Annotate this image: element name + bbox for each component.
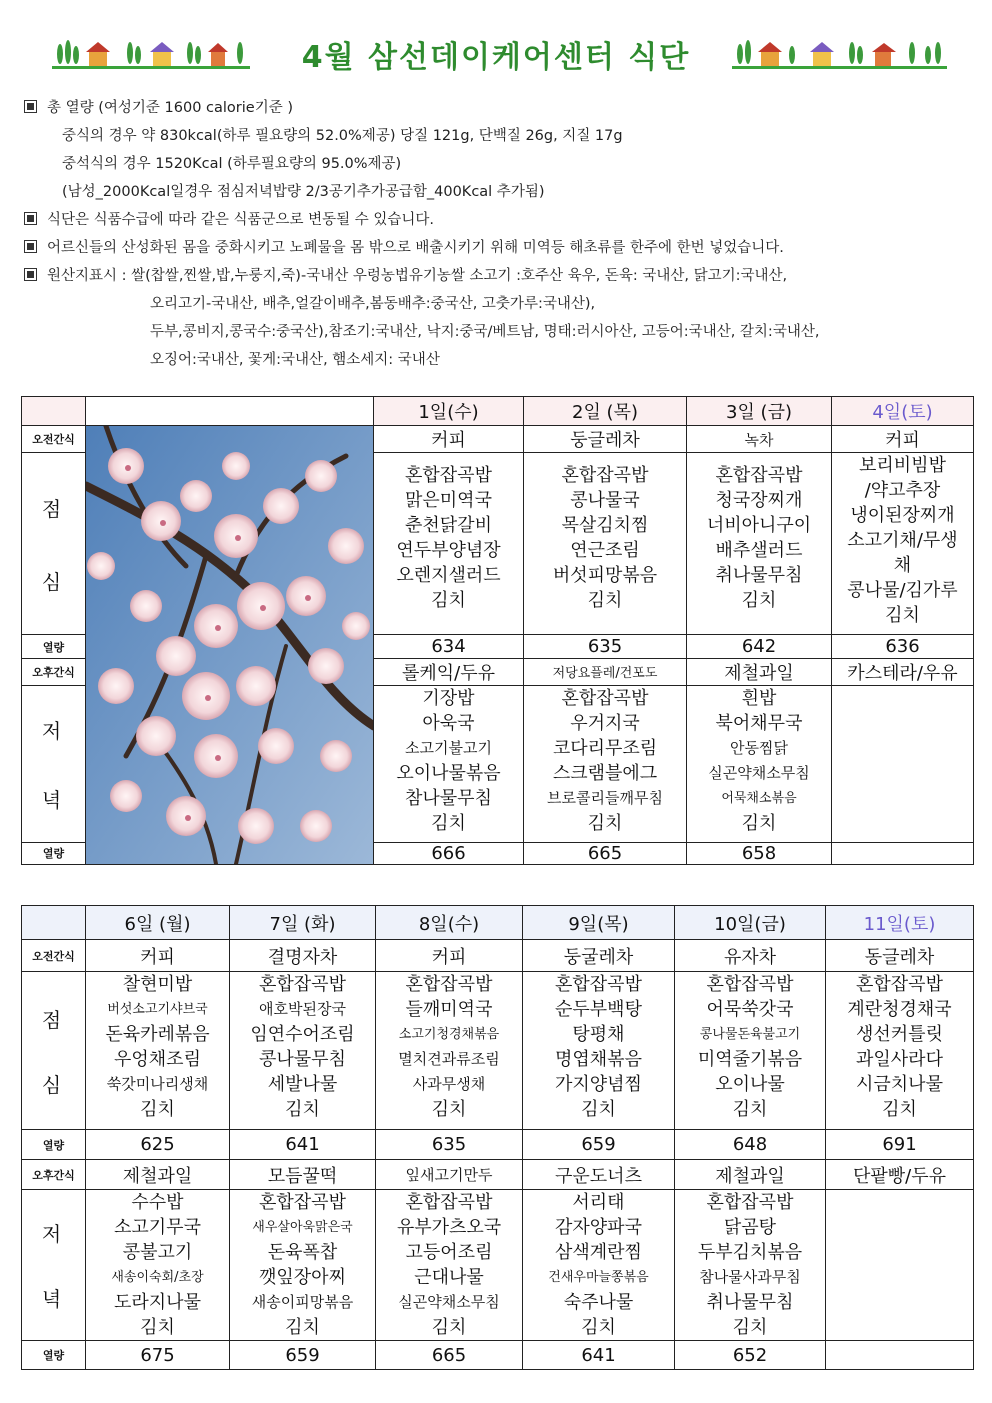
row-label-dinner: 저 녁 xyxy=(22,686,86,842)
day-header: 9일(목) xyxy=(523,906,675,940)
kcal-cell: 659 xyxy=(230,1341,376,1370)
checkbox-square-icon xyxy=(24,100,37,113)
pm-snack-cell: 제철과일 xyxy=(675,1160,826,1190)
lunch-kcal-row xyxy=(22,1130,974,1160)
note-line: 중석식의 경우 1520Kcal (하루필요량의 95.0%제공) xyxy=(62,156,402,172)
pm-snack-cell: 단팥빵/두유 xyxy=(826,1160,974,1190)
dinner-cell: 혼합잡곡밥 유부가츠오국 고등어조림 근대나물 실곤약채소무침 김치 xyxy=(376,1190,523,1341)
page-title: 4월 삼선데이케어센터 식단 xyxy=(301,40,691,75)
kcal-cell: 665 xyxy=(524,842,687,864)
lunch-cell: 혼합잡곡밥 들깨미역국 소고기청경채볶음 멸치견과류조림 사과무생채 김치 xyxy=(376,972,523,1130)
kcal-cell: 642 xyxy=(687,635,832,658)
day-header-saturday: 4일(토) xyxy=(832,397,974,426)
dinner-cell: 혼합잡곡밥 새우살아욱맑은국 돈육폭찹 깻잎장아찌 새송이피망볶음 김치 xyxy=(230,1190,376,1341)
kcal-cell: 641 xyxy=(523,1341,675,1370)
village-decoration-right-icon xyxy=(732,38,947,70)
day-header-row xyxy=(22,906,974,940)
dinner-cell: 기장밥 아욱국 소고기불고기 오이나물볶음 참나물무침 김치 xyxy=(374,686,524,842)
row-label-kcal: 열량 xyxy=(22,1341,86,1370)
row-label-am-snack: 오전간식 xyxy=(22,940,86,972)
menu-table-week2 xyxy=(21,905,974,1370)
dinner-cell-empty xyxy=(826,1190,974,1341)
pm-snack-row xyxy=(22,1160,974,1190)
kcal-cell: 635 xyxy=(376,1130,523,1160)
am-snack-cell: 커피 xyxy=(86,940,230,972)
note-line: 식단은 식품수급에 따라 같은 식품군으로 변동될 수 있습니다. xyxy=(24,206,974,234)
kcal-cell: 675 xyxy=(86,1341,230,1370)
day-header: 10일(금) xyxy=(675,906,826,940)
dinner-cell: 흰밥 북어채무국 안동찜닭 실곤약채소무침 어묵채소볶음 김치 xyxy=(687,686,832,842)
am-snack-row xyxy=(22,426,974,453)
lunch-cell: 보리비빔밥 /약고추장 냉이된장찌개 소고기채/무생 채 콩나물/김가루 김치 xyxy=(832,453,974,635)
row-label-kcal: 열량 xyxy=(22,1130,86,1160)
row-label-lunch: 점 심 xyxy=(22,972,86,1130)
dinner-cell: 혼합잡곡밥 우거지국 코다리무조림 스크램블에그 브로콜리들깨무침 김치 xyxy=(524,686,687,842)
kcal-cell: 658 xyxy=(687,842,832,864)
note-line: (남성_2000Kcal일경우 점심저녁밥량 2/3공기추가공급함_400Kcal 추가됨) xyxy=(62,184,545,200)
day-header: 8일(수) xyxy=(376,906,523,940)
empty-cell xyxy=(86,397,374,426)
lunch-cell: 혼합잡곡밥 어묵쑥갓국 콩나물돈육불고기 미역줄기볶음 오이나물 김치 xyxy=(675,972,826,1130)
note-line: 어르신들의 산성화된 몸을 중화시키고 노폐물을 몸 밖으로 배출시키기 위해 미역등 해초류를 한주에 한번 넣었습니다. xyxy=(24,234,974,262)
kcal-cell: 659 xyxy=(523,1130,675,1160)
pm-snack-cell: 잎새고기만두 xyxy=(376,1160,523,1190)
am-snack-row xyxy=(22,940,974,972)
kcal-cell: 691 xyxy=(826,1130,974,1160)
notes-section xyxy=(24,94,974,374)
note-line: 중식의 경우 약 830kcal(하루 필요량의 52.0%제공) 당질 121g, 단백질 26g, 지질 17g xyxy=(62,128,623,144)
day-header-saturday: 11일(토) xyxy=(826,906,974,940)
kcal-cell: 635 xyxy=(524,635,687,658)
dinner-kcal-row xyxy=(22,1341,974,1370)
row-label-kcal: 열량 xyxy=(22,635,86,658)
pm-snack-cell: 제철과일 xyxy=(687,658,832,685)
kcal-cell: 648 xyxy=(675,1130,826,1160)
title-row xyxy=(0,30,992,76)
lunch-cell: 찰현미밥 버섯소고기샤브국 돈육카레볶음 우엉채조림 쑥갓미나리생채 김치 xyxy=(86,972,230,1130)
dinner-row xyxy=(22,1190,974,1341)
kcal-cell xyxy=(832,842,974,864)
pm-snack-cell: 모듬꿀떡 xyxy=(230,1160,376,1190)
kcal-cell xyxy=(826,1341,974,1370)
note-line: 총 열량 (여성기준 1600 calorie기준 ) xyxy=(24,94,974,122)
checkbox-square-icon xyxy=(24,212,37,225)
am-snack-cell: 녹차 xyxy=(687,426,832,453)
dinner-cell: 혼합잡곡밥 닭곰탕 두부김치볶음 참나물사과무침 취나물무침 김치 xyxy=(675,1190,826,1341)
am-snack-cell: 커피 xyxy=(374,426,524,453)
am-snack-cell: 커피 xyxy=(376,940,523,972)
row-label-lunch: 점 심 xyxy=(22,453,86,635)
am-snack-cell: 둥글레차 xyxy=(524,426,687,453)
lunch-cell: 혼합잡곡밥 애호박된장국 임연수어조림 콩나물무침 세발나물 김치 xyxy=(230,972,376,1130)
kcal-cell: 665 xyxy=(376,1341,523,1370)
checkbox-square-icon xyxy=(24,240,37,253)
empty-cell xyxy=(22,397,86,426)
row-label-kcal: 열량 xyxy=(22,842,86,864)
am-snack-cell: 커피 xyxy=(832,426,974,453)
pm-snack-cell: 저당요플레/건포도 xyxy=(524,658,687,685)
kcal-cell: 666 xyxy=(374,842,524,864)
day-header: 2일 (목) xyxy=(524,397,687,426)
kcal-cell: 641 xyxy=(230,1130,376,1160)
menu-table-week1 xyxy=(21,396,974,865)
kcal-cell: 625 xyxy=(86,1130,230,1160)
note-line: 오징어:국내산, 꽃게:국내산, 햄소세지: 국내산 xyxy=(150,352,440,368)
am-snack-cell: 결명자차 xyxy=(230,940,376,972)
day-header: 7일 (화) xyxy=(230,906,376,940)
cherry-blossom-photo xyxy=(86,426,374,865)
note-line: 오리고기-국내산, 배추,얼갈이배추,봄동배추:중국산, 고춧가루:국내산), xyxy=(150,296,596,312)
lunch-cell: 혼합잡곡밥 순두부백탕 탕평채 명엽채볶음 가지양념찜 김치 xyxy=(523,972,675,1130)
day-header: 6일 (월) xyxy=(86,906,230,940)
row-label-pm-snack: 오후간식 xyxy=(22,1160,86,1190)
dinner-cell: 수수밥 소고기무국 콩불고기 새송이숙회/초장 도라지나물 김치 xyxy=(86,1190,230,1341)
pm-snack-cell: 롤케익/두유 xyxy=(374,658,524,685)
row-label-am-snack: 오전간식 xyxy=(22,426,86,453)
dinner-cell: 서리태 감자양파국 삼색계란찜 건새우마늘쫑볶음 숙주나물 김치 xyxy=(523,1190,675,1341)
pm-snack-cell: 제철과일 xyxy=(86,1160,230,1190)
lunch-cell: 혼합잡곡밥 계란청경채국 생선커틀릿 과일사라다 시금치나물 김치 xyxy=(826,972,974,1130)
dinner-cell-empty xyxy=(832,686,974,842)
pm-snack-cell: 구운도너츠 xyxy=(523,1160,675,1190)
kcal-cell: 636 xyxy=(832,635,974,658)
lunch-row xyxy=(22,972,974,1130)
row-label-dinner: 저 녁 xyxy=(22,1190,86,1341)
kcal-cell: 634 xyxy=(374,635,524,658)
note-line: 원산지표시 : 쌀(찹쌀,찐쌀,밥,누룽지,죽)-국내산 우렁농법유기농쌀 소고기 :호주산 육우, 돈육: 국내산, 닭고기:국내산, xyxy=(24,262,974,290)
checkbox-square-icon xyxy=(24,268,37,281)
day-header-row xyxy=(22,397,974,426)
day-header: 1일(수) xyxy=(374,397,524,426)
lunch-cell: 혼합잡곡밥 맑은미역국 춘천닭갈비 연두부양념장 오렌지샐러드 김치 xyxy=(374,453,524,635)
lunch-cell: 혼합잡곡밥 청국장찌개 너비아니구이 배추샐러드 취나물무침 김치 xyxy=(687,453,832,635)
day-header: 3일 (금) xyxy=(687,397,832,426)
am-snack-cell: 유자차 xyxy=(675,940,826,972)
pm-snack-cell: 카스테라/우유 xyxy=(832,658,974,685)
am-snack-cell: 동글레차 xyxy=(826,940,974,972)
kcal-cell: 652 xyxy=(675,1341,826,1370)
empty-cell xyxy=(22,906,86,940)
lunch-cell: 혼합잡곡밥 콩나물국 목살김치찜 연근조림 버섯피망볶음 김치 xyxy=(524,453,687,635)
am-snack-cell: 둥굴레차 xyxy=(523,940,675,972)
row-label-pm-snack: 오후간식 xyxy=(22,658,86,685)
note-line: 두부,콩비지,콩국수:중국산),참조기:국내산, 낙지:중국/베트남, 명태:러시아산, 고등어:국내산, 갈치:국내산, xyxy=(150,324,820,340)
